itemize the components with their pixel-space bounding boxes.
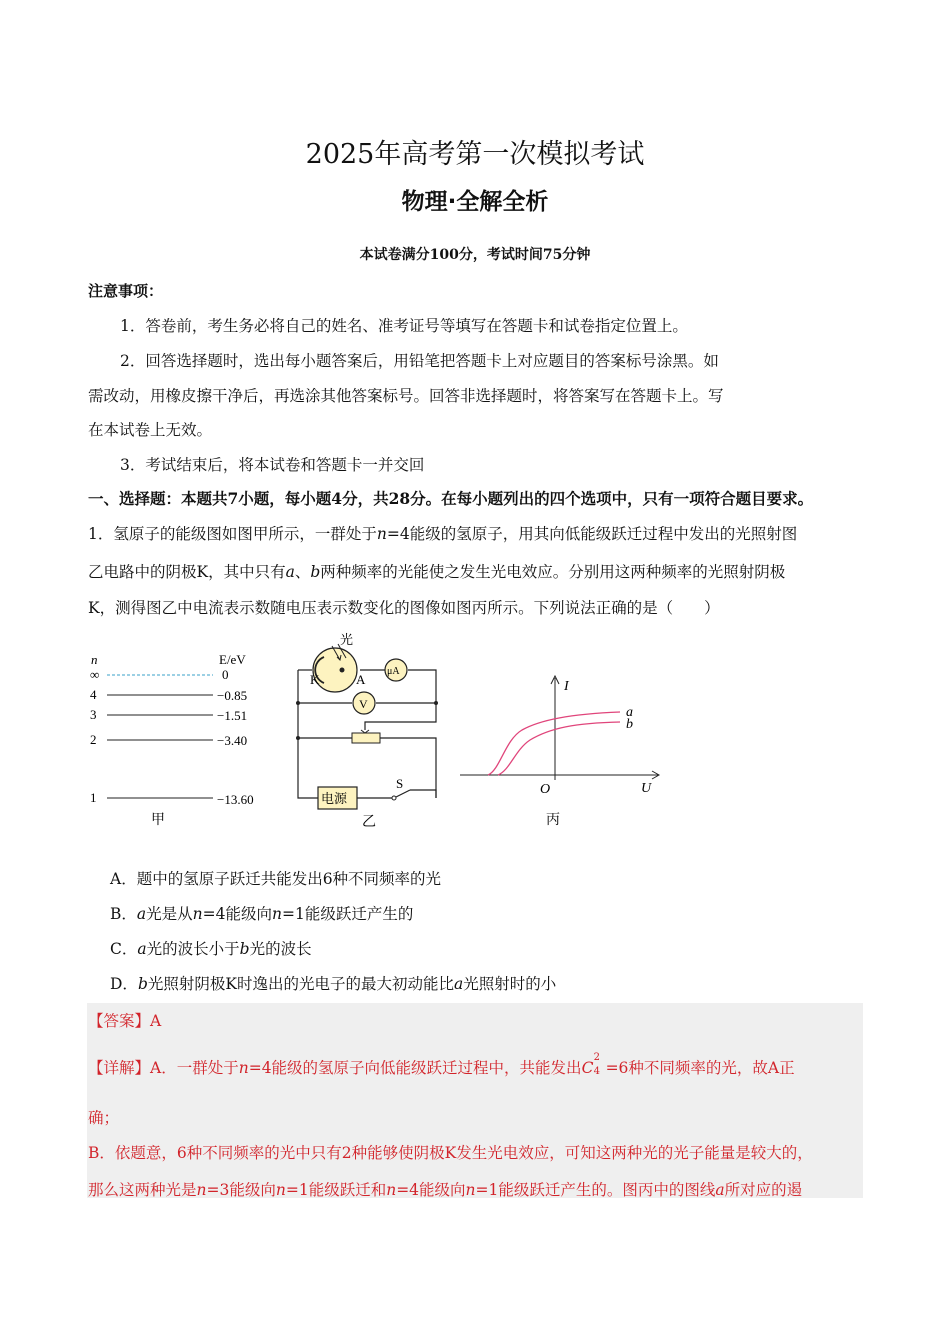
level-e-2: −3.40 bbox=[217, 733, 248, 748]
note-item-1: 1．答卷前，考生务必将自己的姓名、准考证号等填写在答题卡和试卷指定位置上。 bbox=[120, 317, 688, 335]
curve-b-label: b bbox=[626, 717, 633, 732]
detail-line-4: 那么这两种光是n=3能级向n=1能级跃迁和n=4能级向n=1能级跃迁产生的。图丙中的图线a所对应的遏 bbox=[88, 1181, 803, 1199]
x-axis-label: U bbox=[641, 781, 652, 796]
current-voltage-graph bbox=[460, 670, 665, 835]
exam-info: 本试卷满分100分，考试时间75分钟 bbox=[359, 247, 591, 263]
phototube bbox=[313, 648, 357, 692]
figure-yi-caption: 乙 bbox=[362, 815, 376, 830]
level-e-1: −13.60 bbox=[217, 792, 254, 807]
origin-label: O bbox=[540, 782, 551, 797]
curve-a-label: a bbox=[626, 705, 633, 720]
page-title: 2025年高考第一次模拟考试 bbox=[305, 139, 645, 170]
level-n-2: 2 bbox=[90, 732, 97, 747]
curve-b bbox=[498, 722, 620, 775]
answer-panel bbox=[87, 1003, 863, 1198]
level-e-infinity: 0 bbox=[222, 667, 229, 682]
question-1-line-1: 1．氢原子的能级图如图甲所示，一群处于n=4能级的氢原子，用其向低能级跃迁过程中发出的光照射图 bbox=[88, 525, 798, 543]
voltmeter-label: V bbox=[359, 697, 368, 711]
question-1-line-2: 乙电路中的阴极K，其中只有a、b两种频率的光能使之发生光电效应。分别用这两种频率的光照射阴极 bbox=[88, 563, 786, 581]
option-d: D．b光照射阴极K时逸出的光电子的最大初动能比a光照射时的小 bbox=[110, 975, 557, 993]
detail-line-2: 确； bbox=[88, 1109, 120, 1127]
anode-label: A bbox=[356, 672, 366, 687]
circuit-diagram bbox=[290, 630, 445, 830]
section-heading: 一、选择题：本题共7小题，每小题4分，共28分。在每小题列出的四个选项中，只有一项符合题目要求。 bbox=[88, 489, 814, 508]
page-subtitle: 物理·全解全析 bbox=[401, 189, 549, 215]
cathode-label: K bbox=[310, 672, 320, 687]
level-n-4: 4 bbox=[90, 687, 97, 702]
level-n-infinity: ∞ bbox=[90, 667, 100, 682]
figure-bing-caption: 丙 bbox=[546, 813, 560, 828]
level-n-1: 1 bbox=[90, 790, 97, 805]
power-source-label: 电源 bbox=[321, 791, 348, 806]
question-1-line-3: K，测得图乙中电流表示数随电压表示数变化的图像如图丙所示。下列说法正确的是（ ） bbox=[88, 599, 720, 617]
detail-line-3: B．依题意，6种不同频率的光中只有2种能够使阴极K发生光电效应，可知这两种光的光子能量是较大的， bbox=[88, 1144, 813, 1162]
light-label: 光 bbox=[340, 632, 354, 647]
switch bbox=[396, 790, 410, 797]
option-a: A．题中的氢原子跃迁共能发出6种不同频率的光 bbox=[110, 870, 442, 888]
rheostat bbox=[352, 733, 380, 743]
note-item-2-line-2: 需改动，用橡皮擦干净后，再选涂其他答案标号。回答非选择题时，将答案写在答题卡上。写 bbox=[88, 387, 724, 405]
level-e-3: −1.51 bbox=[217, 708, 248, 723]
y-axis-label: I bbox=[564, 679, 569, 694]
energy-axis-label: E/eV bbox=[219, 652, 246, 667]
notes-heading: 注意事项： bbox=[88, 282, 164, 300]
ammeter-label: μA bbox=[387, 666, 400, 677]
note-item-3: 3．考试结束后，将本试卷和答题卡一并交回 bbox=[120, 456, 425, 474]
n-axis-label: n bbox=[91, 652, 98, 667]
switch-label: S bbox=[396, 776, 404, 791]
note-item-2-line-1: 2．回答选择题时，选出每小题答案后，用铅笔把答题卡上对应题目的答案标号涂黑。如 bbox=[120, 352, 719, 370]
level-n-3: 3 bbox=[90, 707, 97, 722]
note-item-2-line-3: 在本试卷上无效。 bbox=[88, 421, 213, 439]
detail-line-1: 【详解】A．一群处于n=4能级的氢原子向低能级跃迁过程中，共能发出C 2 4 =6种不同频率的光，故A正 bbox=[88, 1052, 795, 1077]
energy-level-diagram bbox=[85, 645, 270, 830]
figure-jia-caption: 甲 bbox=[151, 813, 165, 828]
option-b: B．a光是从n=4能级向n=1能级跃迁产生的 bbox=[110, 905, 414, 923]
level-e-4: −0.85 bbox=[217, 688, 248, 703]
option-c: C．a光的波长小于b光的波长 bbox=[110, 940, 312, 958]
answer-label: 【答案】A bbox=[88, 1012, 162, 1030]
